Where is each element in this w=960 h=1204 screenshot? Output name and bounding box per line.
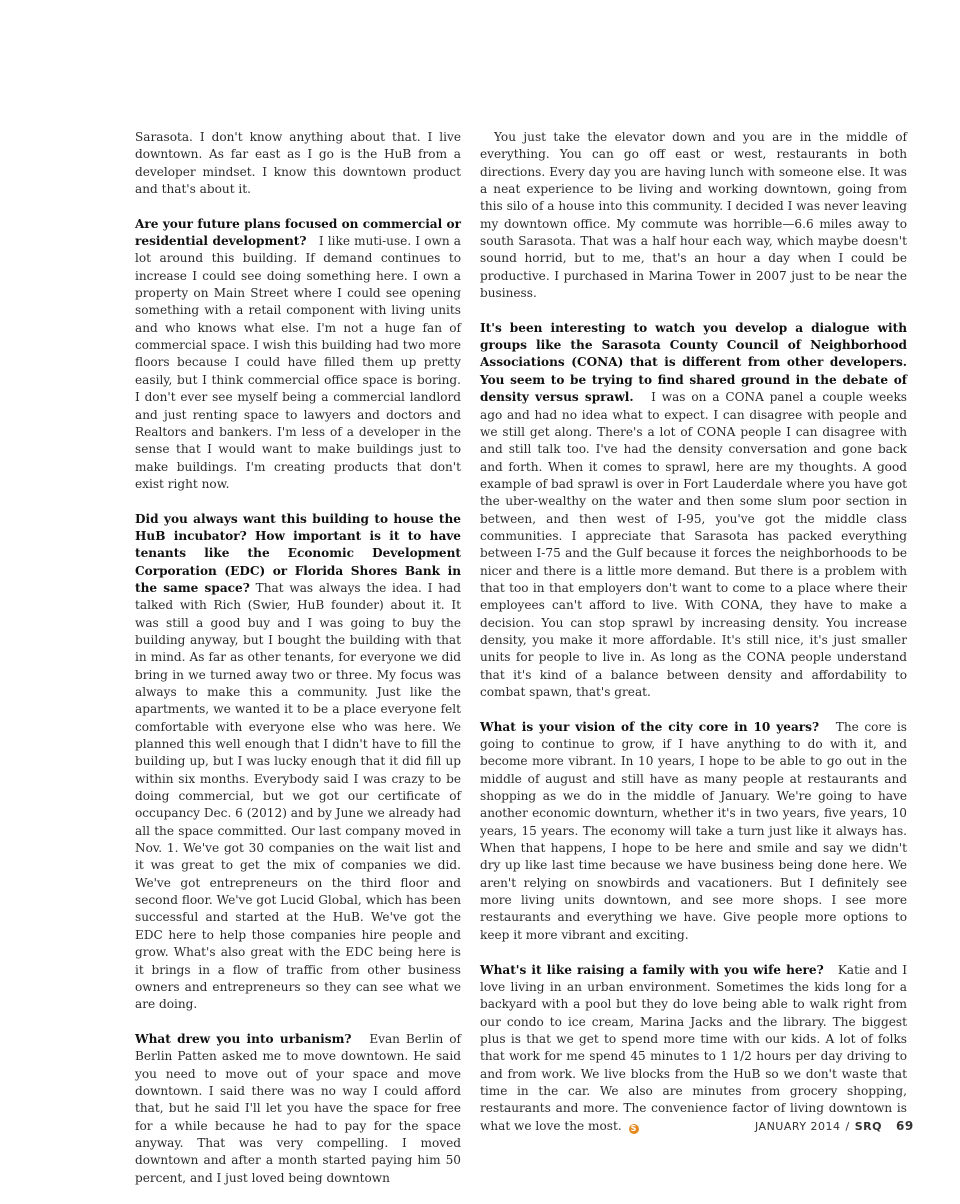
- footer-separator: /: [845, 1120, 850, 1133]
- answer-text: I was on a CONA panel a couple weeks ago and had no idea what to expect. I can disagree with people and we still get along. There's a lot of CONA people I can disagree with and still talk too. I've had the density conversation and gone back and forth. When it comes to sprawl, here are my thoughts. A good example of bad sprawl is over in Fort Lauderdale where you have got the uber-wealthy on the water and then some slum poor section in between, and then west of I-95, you've got the middle class communities. I appreciate that Sarasota has packed everything between I-75 and the Gulf because it forces the neighborhoods to be nicer and there is a little more demand. But there is a problem with that too in that employers don't want to come to a place where their employees can't afford to live. With CONA, they have to make a decision. You can stop sprawl by increasing density. You increase density, you make it more affordable. It's still nice, it's just smaller units for people to live in. As long as the CONA people understand that it's kind of a balance between density and affordability to combat spawn, that's great.: [480, 390, 907, 699]
- answer-text: Sarasota. I don't know anything about that. I live downtown. As far east as I go is the HuB from a developer mindset. I know this downtown product and that's about it.: [135, 130, 461, 197]
- qa-future-plans: [135, 216, 461, 494]
- question-text: Are your future plans focused on commercial or residential development?: [135, 216, 461, 249]
- qa-cona-dialogue: [480, 320, 907, 702]
- qa-city-core-vision: [480, 719, 907, 944]
- paragraph-continuation: [135, 129, 461, 198]
- page-footer: [755, 1119, 914, 1133]
- footer-month: JANUARY 2014: [755, 1120, 841, 1133]
- right-column: [480, 129, 907, 1152]
- answer-text: That was always the idea. I had talked with Rich (Swier, HuB founder) about it. It was still a good buy and I was going to buy the building anyway, but I bought the building with that in mind. As far as other tenants, for everyone we did bring in we turned away two or three. My focus was always to make this a community. Just like the apartments, we wanted it to be a place everyone felt comfortable with everyone else who was here. We planned this well enough that I didn't have to fill the building up, but I was lucky enough that it did fill up within six months. Everybody said I was crazy to be doing commercial, but we got our certificate of occupancy Dec. 6 (2012) and by June we already had all the space committed. Our last company moved in Nov. 1. We've got 30 companies on the wait list and it was great to get the mix of companies we did. We've got entrepreneurs on the third floor and second floor. We've got Lucid Global, which has been successful and started at the HuB. We've got the EDC here to help those companies hire people and grow. What's also great with the EDC being here is it brings in a flow of traffic from other business owners and entrepreneurs so they can see what we are doing.: [135, 580, 461, 1012]
- answer-text: I like muti-use. I own a lot around this building. If demand continues to increase I could see doing something here. I own a property on Main Street where I could see opening something with a retail component with living units and who knows what else. I'm not a huge fan of commercial space. I wish this building had two more floors because I could have filled them up pretty easily, but I think commercial office space is boring. I don't ever see myself being a commercial landlord and just renting space to lawyers and doctors and Realtors and bankers. I'm less of a developer in the sense that I would want to make buildings just to make buildings. I'm creating products that don't exist right now.: [135, 234, 461, 491]
- answer-text: You just take the elevator down and you are in the middle of everything. You can go off east or west, restaurants in both directions. Every day you are having lunch with someone else. It was a neat experience to be living and working downtown, going from this silo of a house into this community. I decided I was never leaving my downtown office. My commute was horrible—6.6 miles away to south Sarasota. That was a half hour each way, which maybe doesn't sound horrid, but to me, that's an hour a day when I could be productive. I purchased in Marina Tower in 2007 just to be near the business.: [480, 130, 907, 301]
- paragraph-continuation: [480, 129, 907, 302]
- question-text: What's it like raising a family with you wife here?: [480, 962, 824, 977]
- footer-magazine: SRQ: [854, 1120, 882, 1133]
- qa-urbanism: [135, 1031, 461, 1187]
- question-text: What is your vision of the city core in 10 years?: [480, 719, 820, 734]
- end-of-article-icon: S: [629, 1124, 639, 1134]
- answer-text: Evan Berlin of Berlin Patten asked me to move downtown. He said you need to move out of your space and move downtown. I said there was no way I could afford that, but he said I'll let you have the space for free for a while because he had to pay for the space anyway. That was very compelling. I moved downtown and after a month started paying him 50 percent, and I just loved being downtown: [135, 1031, 461, 1185]
- qa-family: [480, 962, 907, 1135]
- answer-text: Katie and I love living in an urban environment. Sometimes the kids long for a backyard with a pool but they do love being able to walk right from our condo to ice cream, Marina Jacks and the library. The biggest plus is that we get to spend more time with our kids. A lot of folks that work for me spend 45 minutes to 1 1/2 hours per day driving to and from work. We live blocks from the HuB so we don't waste that time in the car. We also are minutes from grocery shopping, restaurants and more. The convenience factor of living downtown is what we love the most.: [480, 962, 907, 1133]
- page-number: 69: [896, 1119, 914, 1133]
- question-text: What drew you into urbanism?: [135, 1031, 352, 1046]
- answer-text: The core is going to continue to grow, if I have anything to do with it, and become more vibrant. In 10 years, I hope to be able to go out in the middle of august and still have as many people at restaurants and shopping as we do in the middle of January. We're going to have another economic downturn, whether it's in two years, five years, 10 years, 15 years. The economy will take a turn just like it always has. When that happens, I hope to be here and smile and say we didn't dry up like last time because we have business being done here. We aren't relying on snowbirds and vacationers. But I definitely see more living units downtown, and see more shops. I see more restaurants and everything we have. Give people more options to keep it more vibrant and exciting.: [480, 719, 907, 942]
- qa-hub-incubator: [135, 511, 461, 1014]
- left-column: [135, 129, 461, 1204]
- question-text: Did you always want this building to house the HuB incubator? How important is it to have tenants like the Economic Development Corporation (EDC) or Florida Shores Bank in the same space?: [135, 511, 461, 595]
- question-text: It's been interesting to watch you develop a dialogue with groups like the Sarasota County Council of Neighborhood Associations (CONA) that is different from other developers. You seem to be trying to find shared ground in the debate of density versus sprawl.: [480, 320, 907, 405]
